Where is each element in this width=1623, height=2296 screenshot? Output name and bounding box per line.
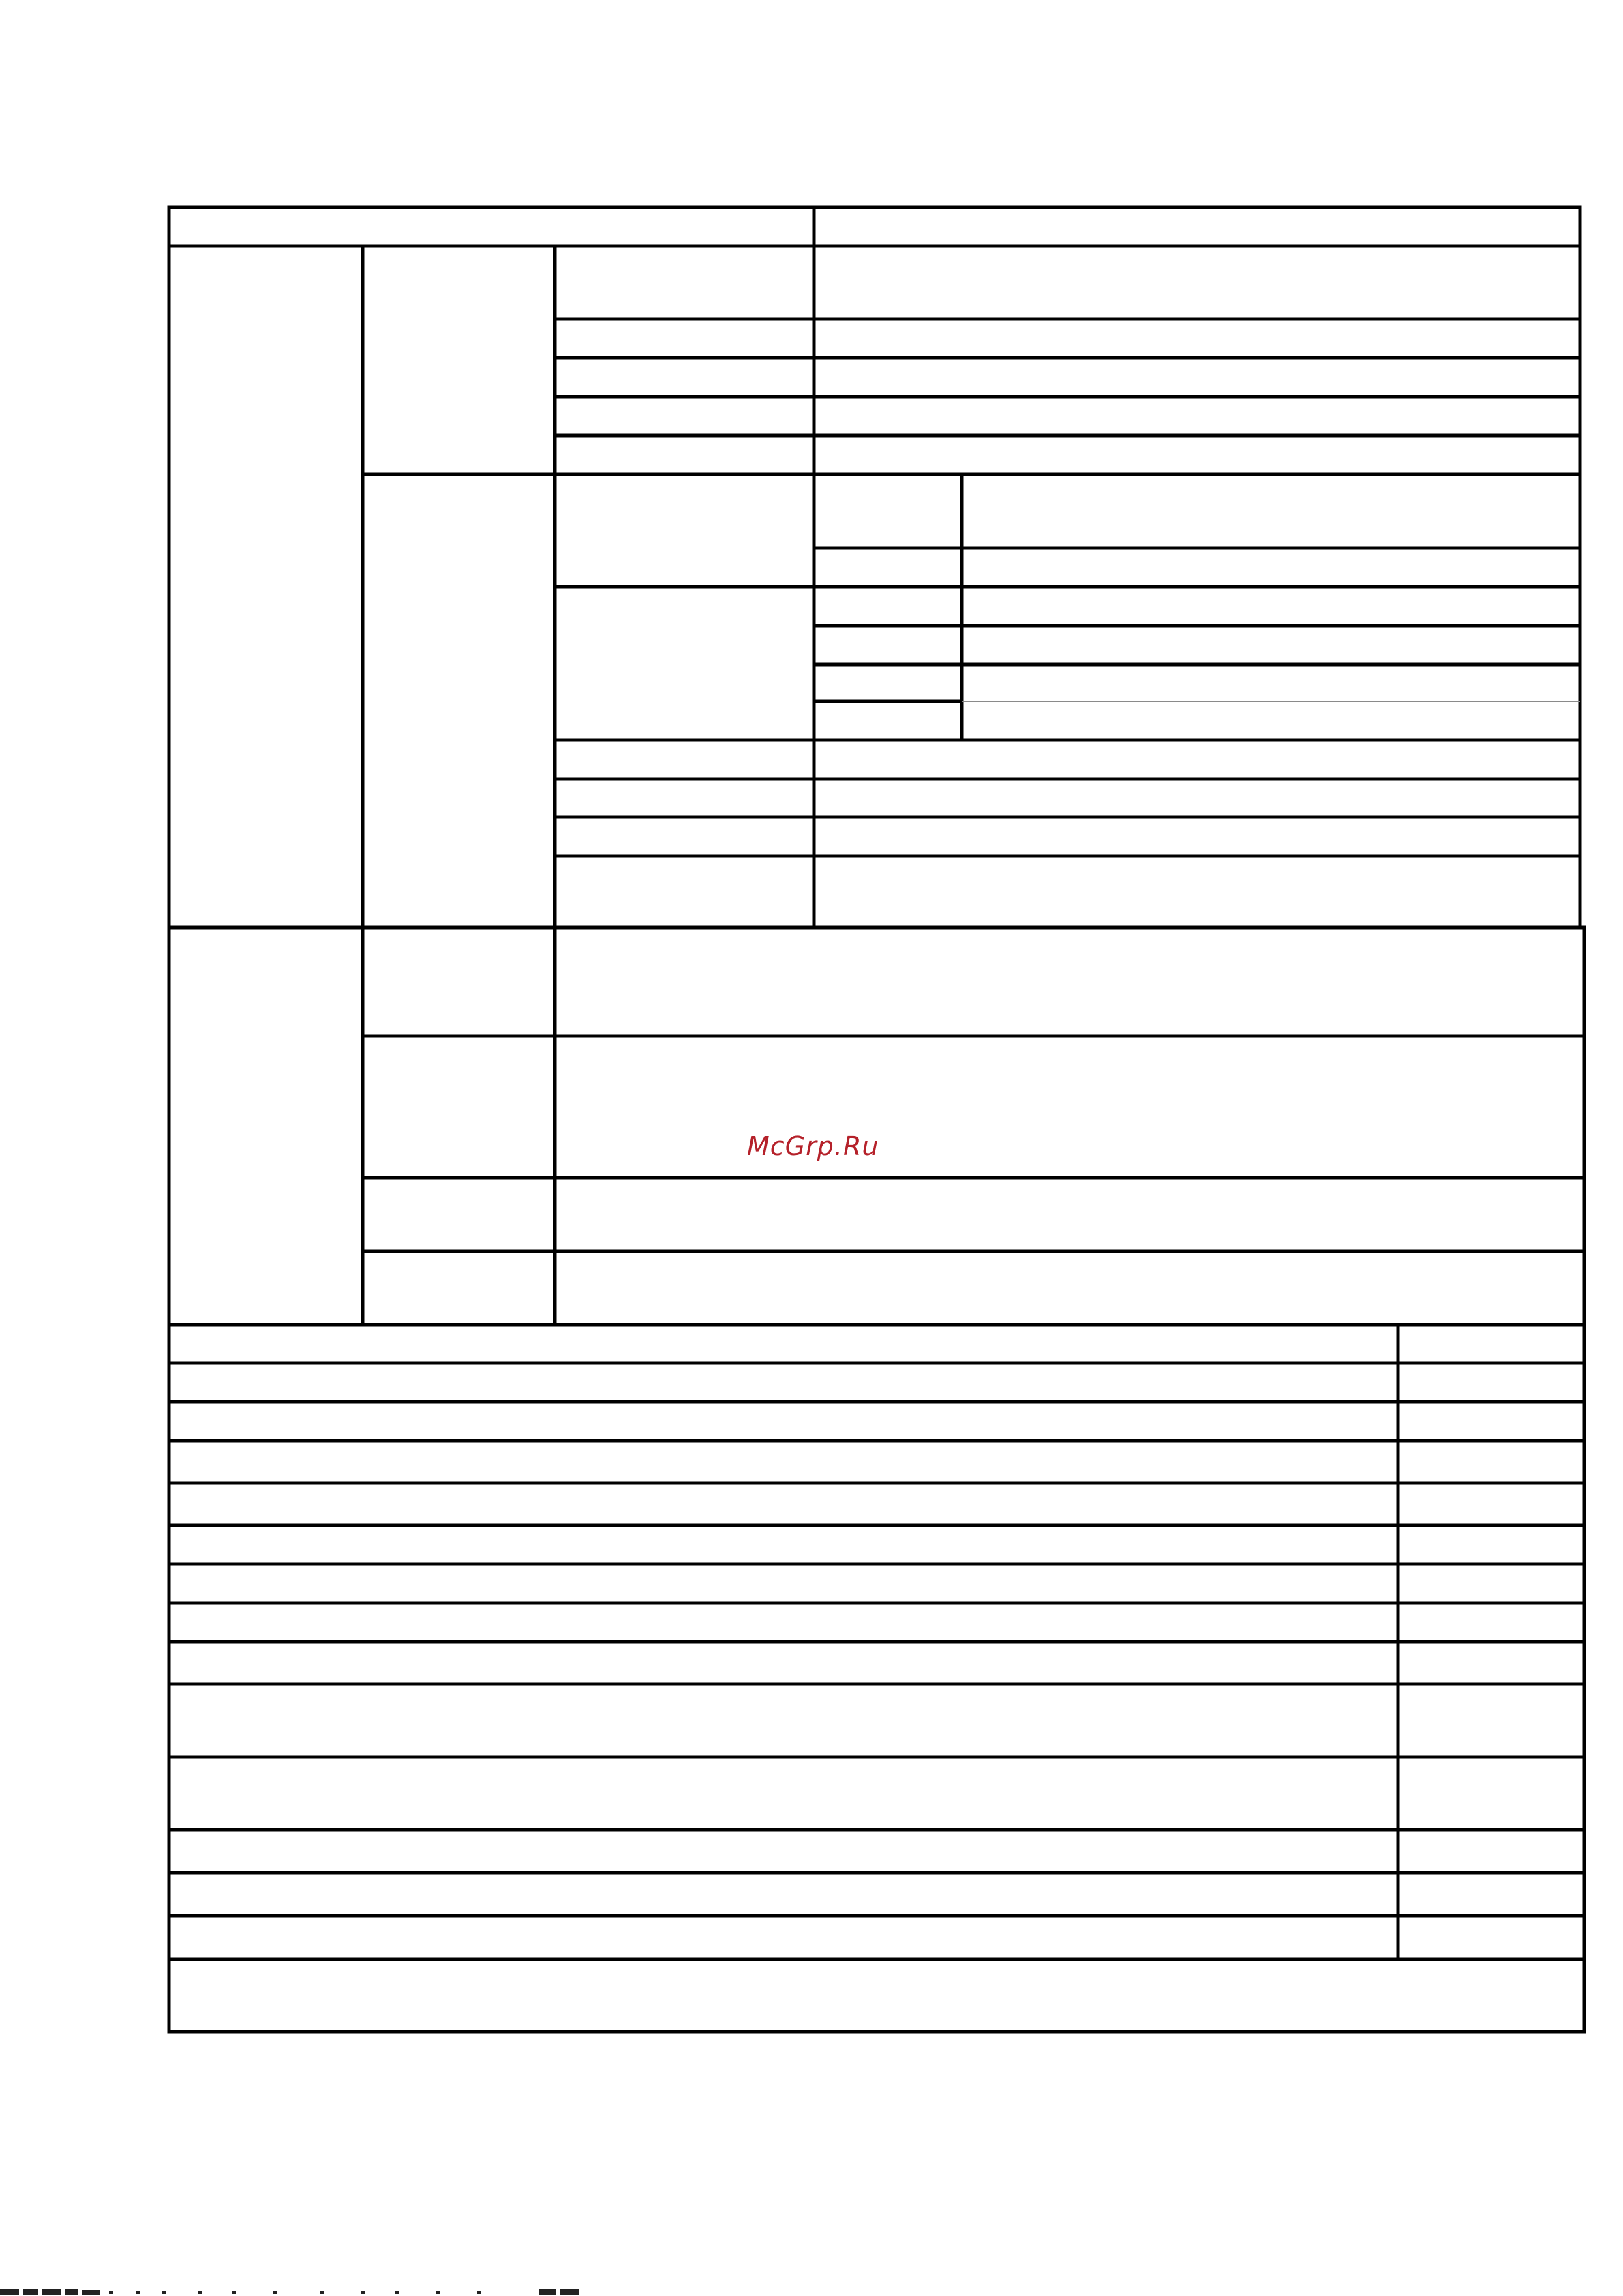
- watermark-text: McGrp.Ru: [747, 1131, 879, 1161]
- footer-scan-artifact: [0, 2287, 600, 2296]
